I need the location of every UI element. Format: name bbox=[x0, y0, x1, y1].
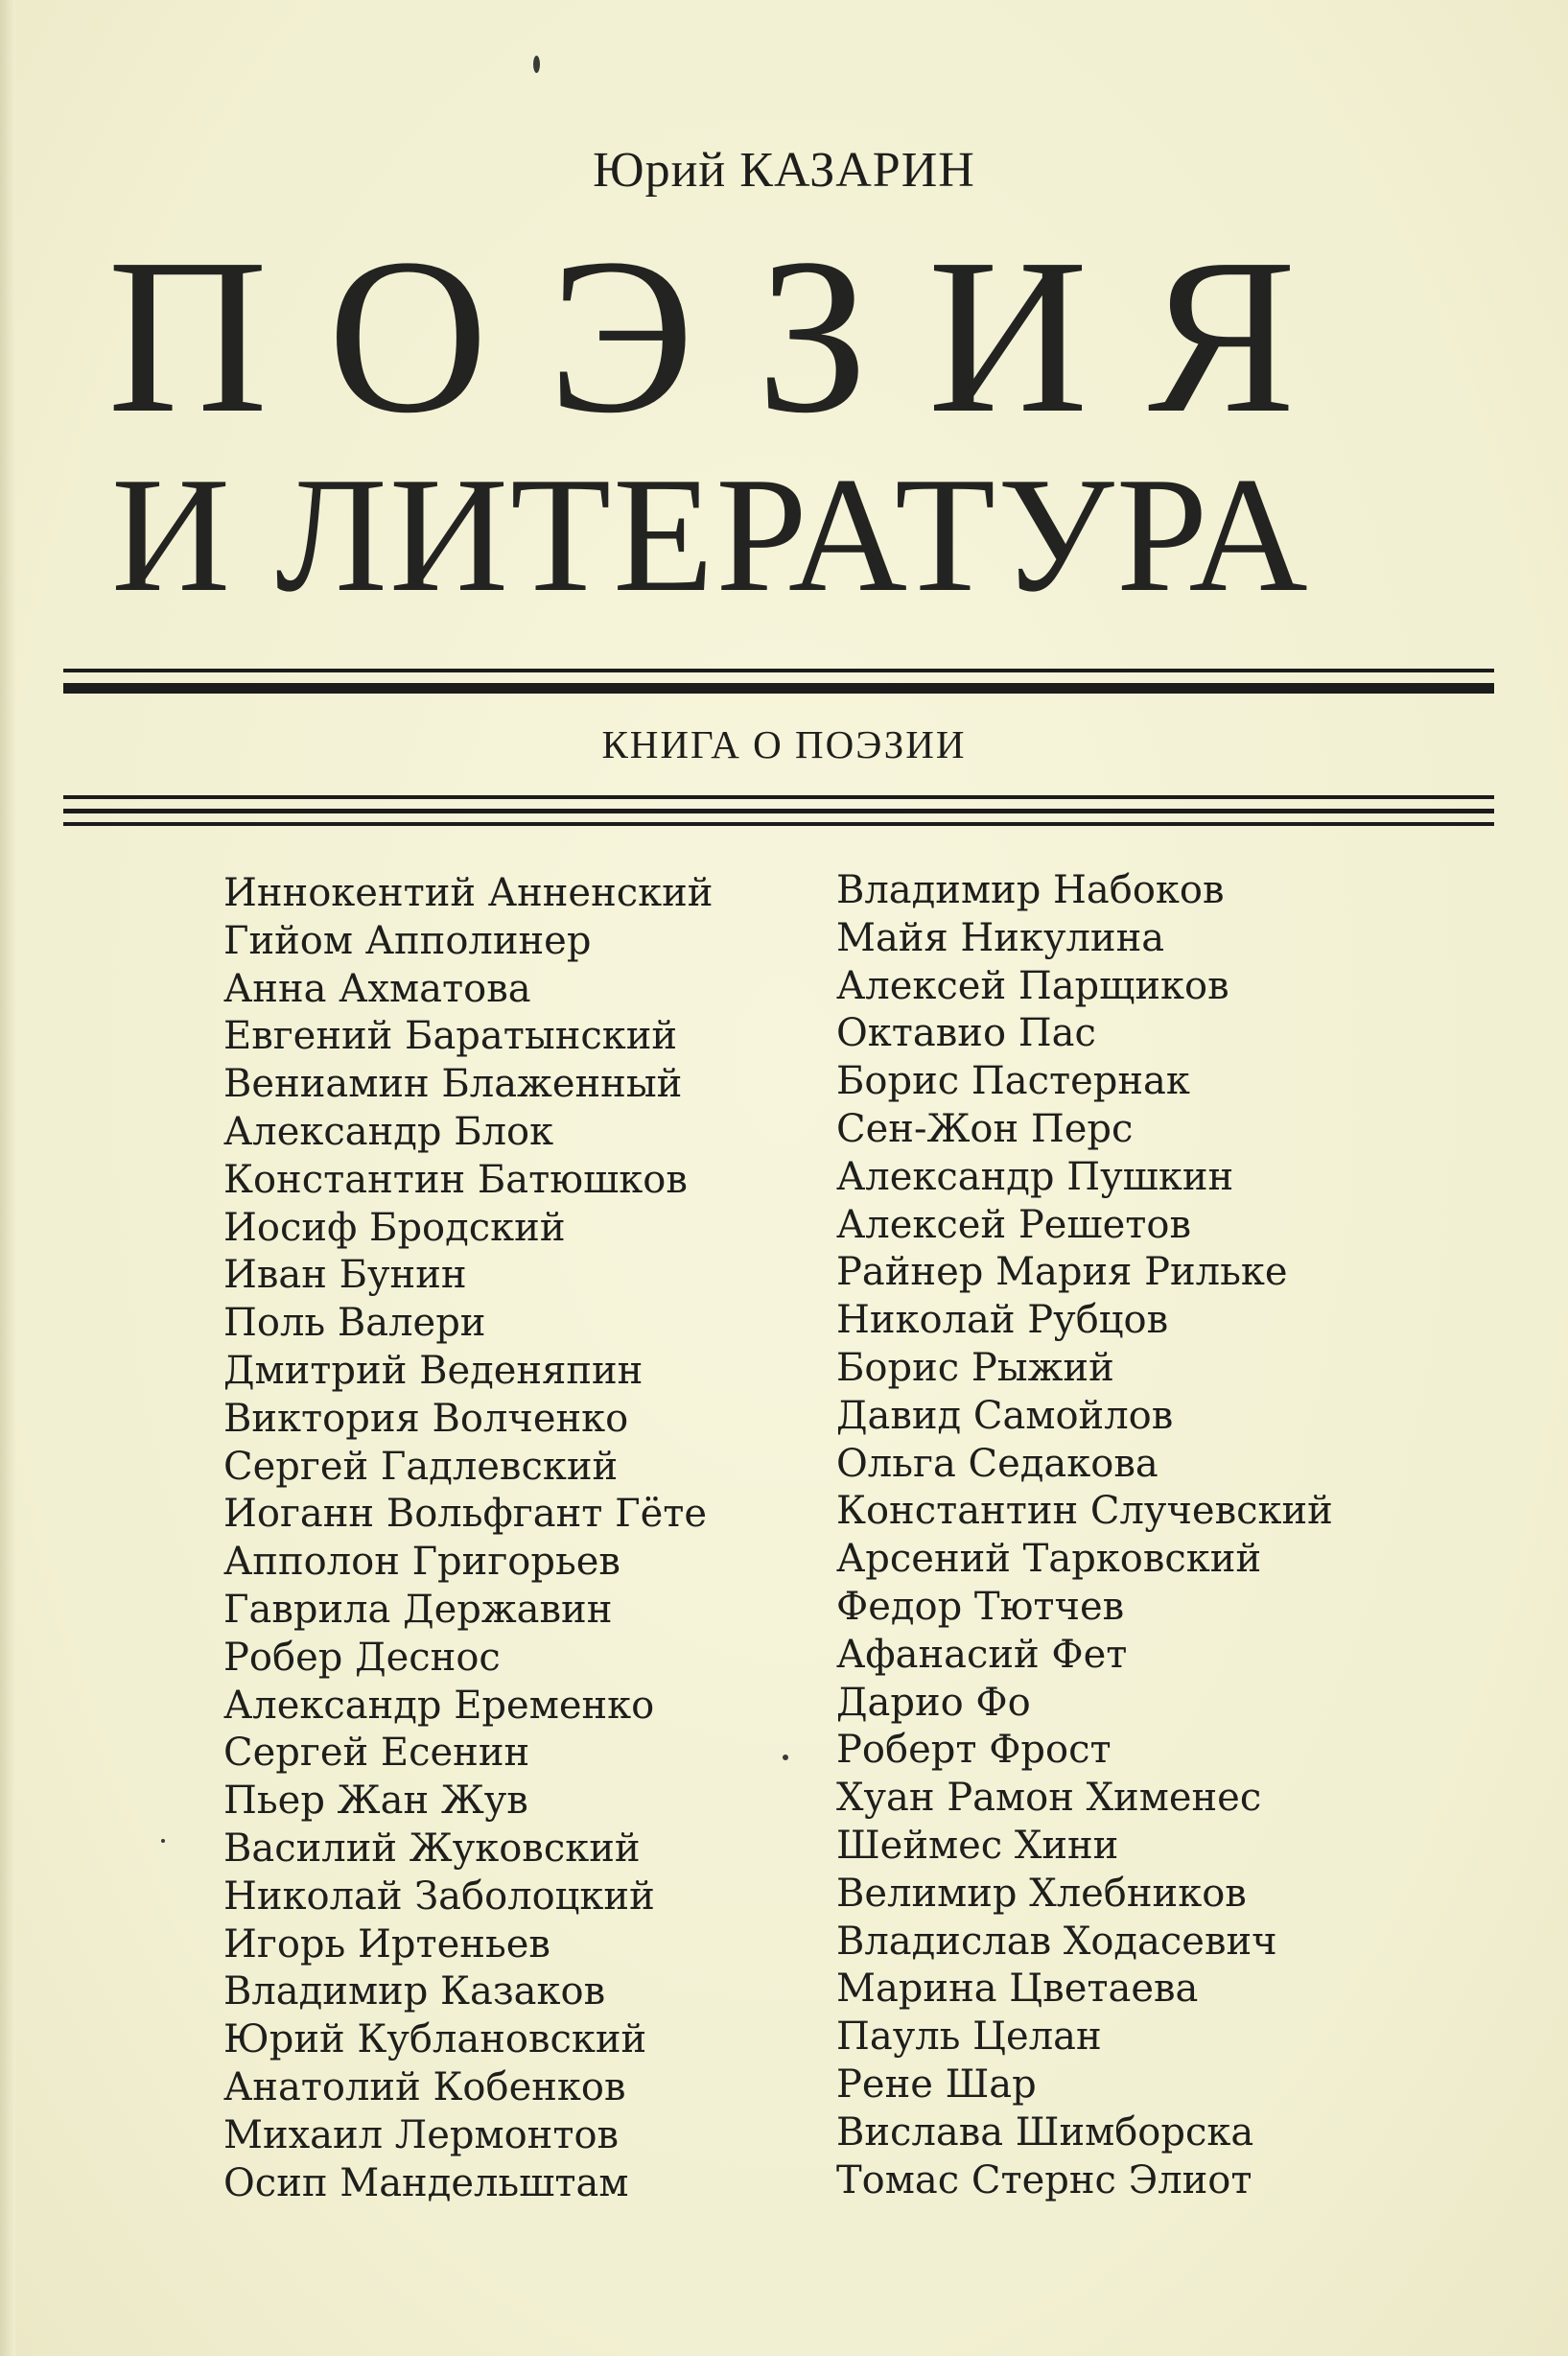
poet-name: Юрий Кублановский bbox=[223, 2017, 647, 2062]
poet-name: Николай Рубцов bbox=[836, 1298, 1169, 1343]
poet-name: Райнер Мария Рильке bbox=[836, 1250, 1288, 1295]
rule-thin bbox=[63, 795, 1494, 799]
title-line-2: И ЛИТЕРАТУРА bbox=[111, 444, 1310, 626]
poet-list-left bbox=[223, 870, 713, 2207]
poet-name: Иван Бунин bbox=[223, 1253, 467, 1298]
poet-name: Робер Деснос bbox=[223, 1635, 501, 1680]
poet-name: Иосиф Бродский bbox=[223, 1205, 566, 1250]
poet-name: Алексей Решетов bbox=[836, 1202, 1191, 1247]
poet-name: Сен-Жон Перс bbox=[836, 1106, 1134, 1151]
poet-name: Евгений Баратынский bbox=[223, 1014, 678, 1059]
print-speck bbox=[783, 1755, 788, 1760]
poet-name: Гаврила Державин bbox=[223, 1587, 613, 1632]
poet-name: Владислав Ходасевич bbox=[836, 1919, 1277, 1964]
poet-name: Вислава Шимборска bbox=[836, 2109, 1254, 2155]
poet-name: Федор Тютчев bbox=[836, 1584, 1125, 1629]
poet-name: Дмитрий Веденяпин bbox=[223, 1348, 644, 1393]
poet-name: Анна Ахматова bbox=[223, 966, 531, 1011]
poet-name: Анатолий Кобенков bbox=[223, 2064, 626, 2109]
poet-name: Александр Пушкин bbox=[836, 1154, 1234, 1199]
poet-name: Рене Шар bbox=[836, 2062, 1037, 2107]
poet-name: Пауль Целан bbox=[836, 2014, 1102, 2060]
poet-name: Велимир Хлебников bbox=[836, 1871, 1247, 1916]
poet-name: Александр Еременко bbox=[223, 1683, 655, 1728]
poet-name: Виктория Волченко bbox=[223, 1396, 629, 1441]
poet-name: Роберт Фрост bbox=[836, 1728, 1112, 1773]
poet-name: Пьер Жан Жув bbox=[223, 1779, 528, 1824]
subtitle: КНИГА О ПОЭЗИИ bbox=[601, 722, 967, 766]
poet-name: Ольга Седакова bbox=[836, 1441, 1158, 1486]
poet-name: Михаил Лермонтов bbox=[223, 2112, 620, 2157]
poet-name: Вениамин Блаженный bbox=[223, 1062, 683, 1107]
print-speck bbox=[161, 1839, 165, 1843]
poet-name: Владимир Набоков bbox=[836, 868, 1225, 912]
title-line-1: ПОЭЗИЯ bbox=[107, 213, 1356, 459]
poet-name: Марина Цветаева bbox=[836, 1967, 1199, 2012]
poet-name: Иоганн Вольфгант Гёте bbox=[223, 1492, 708, 1537]
rule-thick bbox=[63, 683, 1494, 694]
poet-name: Поль Валери bbox=[223, 1301, 486, 1346]
print-speck bbox=[533, 56, 540, 73]
poet-name: Константин Батюшков bbox=[223, 1157, 688, 1202]
poet-name: Давид Самойлов bbox=[836, 1393, 1174, 1438]
poet-name: Осип Мандельштам bbox=[223, 2160, 629, 2205]
rule-thin bbox=[63, 809, 1494, 813]
poet-list-right bbox=[836, 867, 1333, 2204]
poet-name: Афанасий Фет bbox=[836, 1632, 1128, 1677]
poet-name: Шеймес Хини bbox=[836, 1823, 1119, 1868]
poet-name: Хуан Рамон Хименес bbox=[836, 1776, 1262, 1821]
cover-edge bbox=[0, 0, 15, 2356]
poet-name: Дарио Фо bbox=[836, 1680, 1031, 1725]
poet-name: Сергей Гадлевский bbox=[223, 1444, 619, 1489]
poet-name: Николай Заболоцкий bbox=[223, 1873, 655, 1919]
poet-name: Владимир Казаков bbox=[223, 1969, 606, 2014]
poet-name: Игорь Иртеньев bbox=[223, 1921, 550, 1967]
poet-name: Борис Пастернак bbox=[836, 1059, 1190, 1104]
poet-name: Апполон Григорьев bbox=[223, 1540, 620, 1585]
poet-name: Константин Случевский bbox=[836, 1489, 1333, 1534]
poet-name: Октавио Пас bbox=[836, 1011, 1096, 1056]
poet-name: Томас Стернс Элиот bbox=[836, 2157, 1252, 2203]
poet-name: Гийом Апполинер bbox=[223, 918, 592, 963]
poet-name: Борис Рыжий bbox=[836, 1345, 1114, 1390]
poet-name: Александр Блок bbox=[223, 1109, 554, 1154]
poet-name: Арсений Тарковский bbox=[836, 1537, 1262, 1582]
poet-name: Василий Жуковский bbox=[223, 1826, 641, 1871]
rule-thin bbox=[63, 822, 1494, 826]
poet-name: Майя Никулина bbox=[836, 915, 1165, 960]
author-name: Юрий КАЗАРИН bbox=[593, 143, 975, 198]
poet-name: Иннокентий Анненский bbox=[223, 871, 714, 915]
poet-name: Сергей Есенин bbox=[223, 1731, 530, 1776]
rule-thin bbox=[63, 669, 1494, 672]
poet-name: Алексей Парщиков bbox=[836, 963, 1229, 1008]
